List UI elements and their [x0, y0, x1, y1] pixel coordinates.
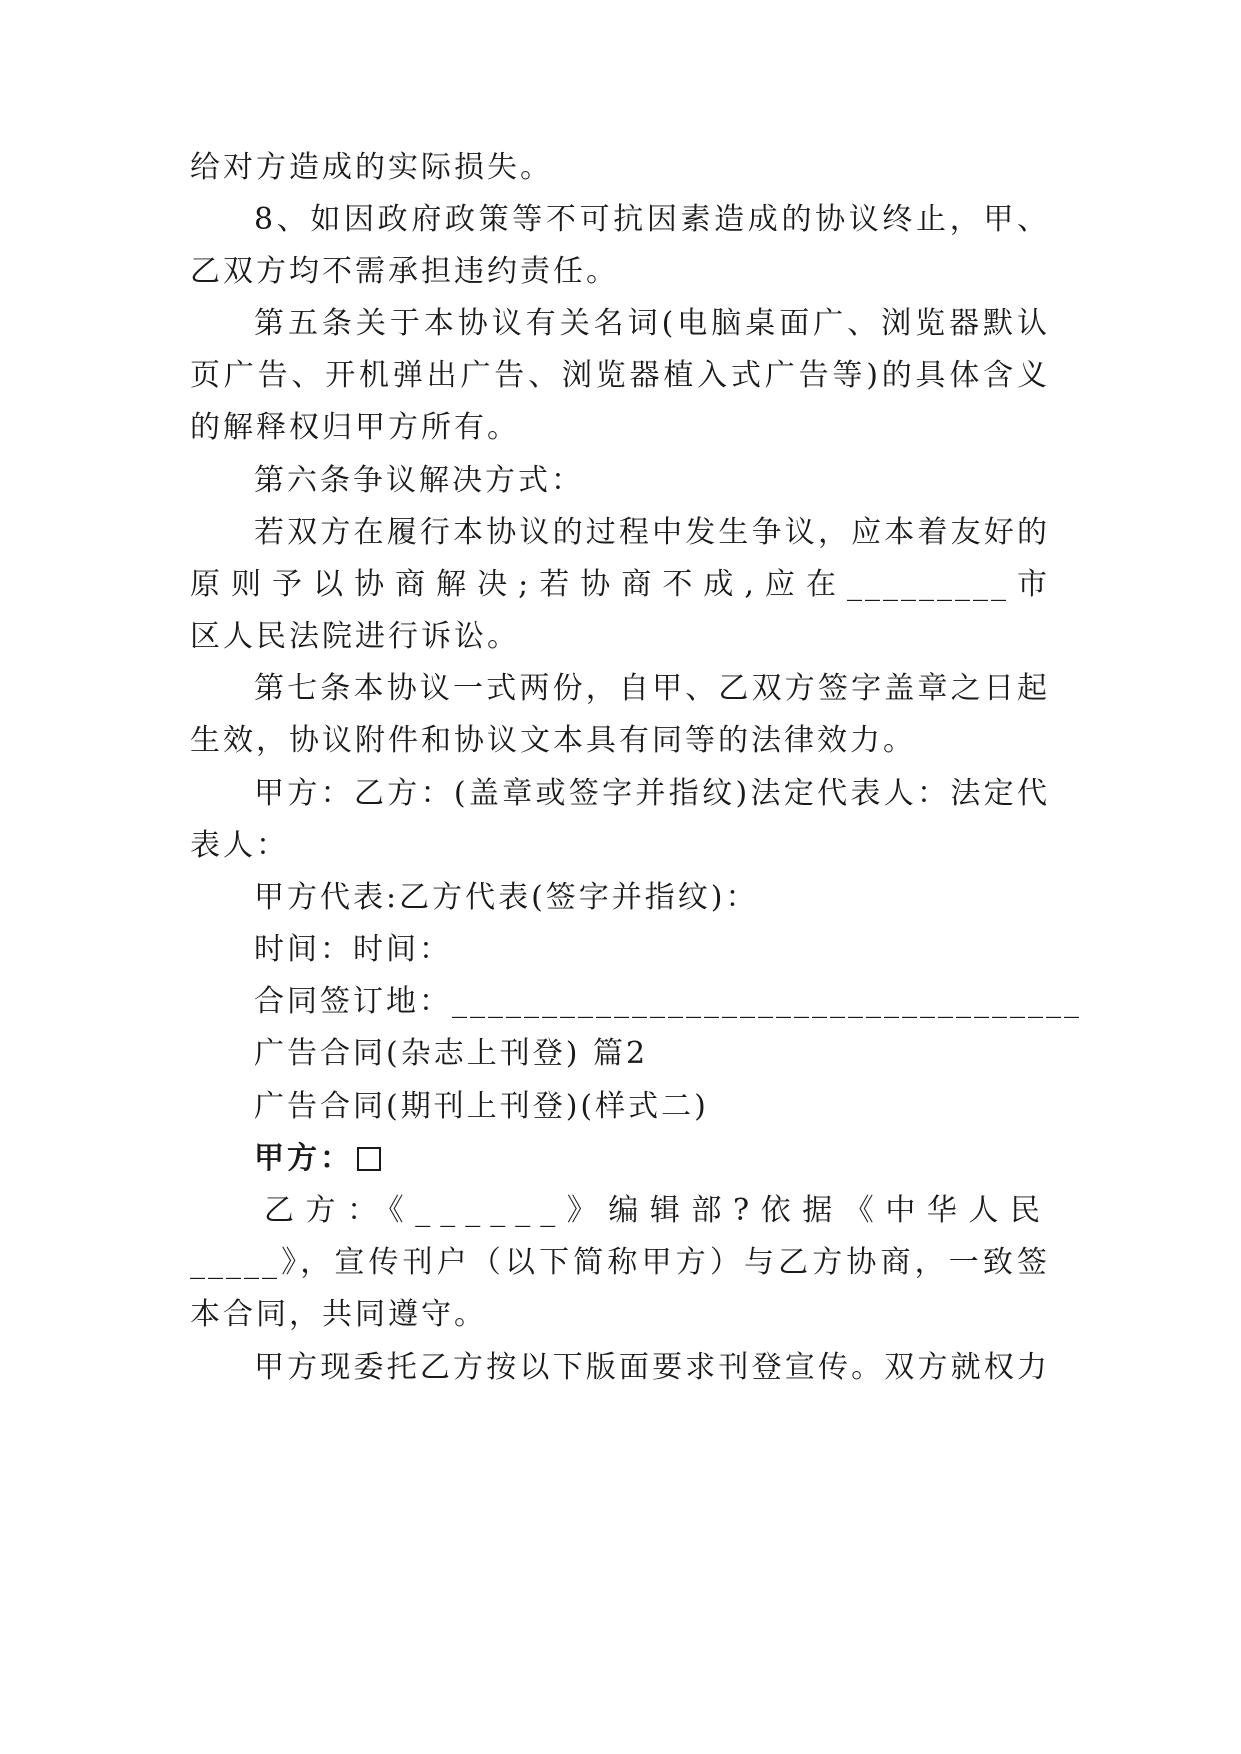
text-line: 页广告、开机弹出广告、浏览器植入式广告等)的具体含义: [190, 358, 1050, 393]
text-line: 若双方在履行本协议的过程中发生争议，应本着友好的: [254, 515, 1050, 550]
contract-subtitle: 广告合同(期刊上刊登)(样式二): [254, 1089, 709, 1124]
text-line: 的解释权归甲方所有。: [190, 410, 520, 445]
contract-title: 广告合同(杂志上刊登) 篇2: [254, 1036, 649, 1071]
signature-line: 甲方：乙方：(盖章或签字并指纹)法定代表人：法定代: [254, 776, 1050, 811]
checkbox-icon: [357, 1147, 381, 1171]
text-line: 原则予以协商解决;若协商不成,应在_________市: [190, 567, 1050, 602]
text-line: 本合同，共同遵守。: [190, 1297, 487, 1332]
text-line: 区人民法院进行诉讼。: [190, 619, 520, 654]
party-a-label: 甲方：: [254, 1141, 353, 1176]
text-line: 第五条关于本协议有关名词(电脑桌面广、浏览器默认: [254, 306, 1050, 341]
representative-line: 甲方代表:乙方代表(签字并指纹)：: [254, 880, 759, 915]
text-line: 生效，协议附件和协议文本具有同等的法律效力。: [190, 723, 916, 758]
text-line: 第七条本协议一式两份，自甲、乙双方签字盖章之日起: [254, 671, 1050, 706]
text-line: 8、如因政府政策等不可抗因素造成的协议终止，甲、: [254, 202, 1050, 237]
text-line: _____》，宣传刊户（以下简称甲方）与乙方协商，一致签: [190, 1245, 1050, 1280]
text-line: 给对方造成的实际损失。: [190, 150, 553, 185]
text-line: 乙双方均不需承担违约责任。: [190, 254, 619, 289]
time-line: 时间：时间：: [254, 932, 452, 967]
text-line: 乙方：《______》编辑部?依据《中华人民: [264, 1193, 1050, 1228]
party-a-line: [254, 1139, 1050, 1179]
text-line: 甲方现委托乙方按以下版面要求刊登宣传。双方就权力: [254, 1350, 1050, 1385]
signing-place-line: 合同签订地：___________________________________: [254, 984, 1082, 1019]
signature-line: 表人：: [190, 828, 289, 863]
section-heading: 第六条争议解决方式：: [254, 463, 584, 498]
